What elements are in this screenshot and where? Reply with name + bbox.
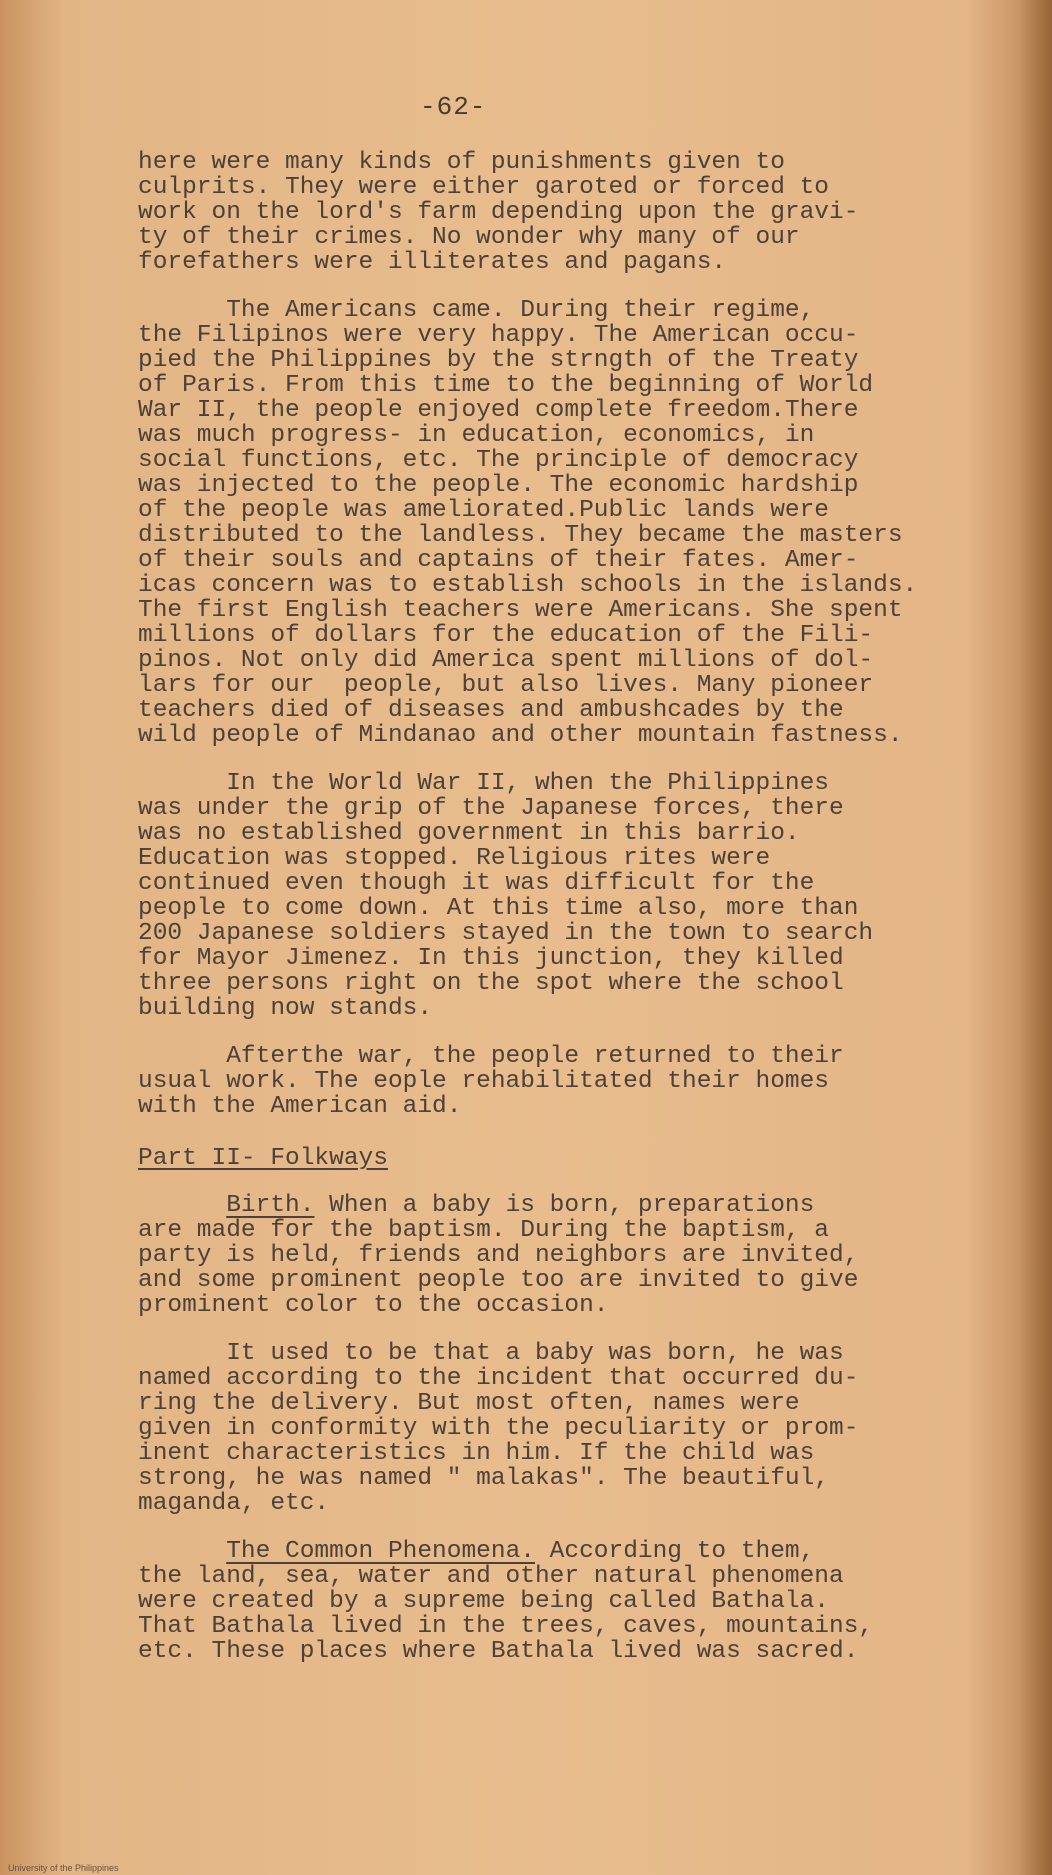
phenomena-title: The Common Phenomena.: [226, 1538, 535, 1565]
page-number: -62-: [420, 92, 487, 122]
birth-text: When a baby is born, preparations are made for the baptism. During the baptism, a party is held, friends and neighbors are invited, and some prominent people too are invited to give prominent color to the occasion.: [138, 1192, 859, 1319]
paragraph-world-war-ii: In the World War II, when the Philippines was under the grip of the Japanese forces, there was no established government in this barrio. Education was stopped. Religious rites were continued even though it was difficult for the people to come down. At this time also, more than 200 Japanese soldiers stayed in the town to search for Mayor Jimenez. In this junction, they killed three persons right on the spot where the school building now stands.: [138, 770, 874, 1022]
birth-title: Birth.: [226, 1192, 315, 1219]
footer-watermark: University of the Philippines: [8, 1863, 119, 1873]
page-body: [138, 150, 1018, 1687]
paragraph-americans: The Americans came. During their regime, the Filipinos were very happy. The American occu- pied the Philippines by the strngth of the Treaty of Paris. From this time to the beginning of World War II, the people enjoyed complete freedom.There was much progress- in education, economics, in social functions, etc. The principle of democracy was injected to the people. The economic hardship of the people was ameliorated.Public lands were distributed to the landless. They became the masters of their souls and captains of their fates. Amer- icas concern was to establish schools in the islands. The first English teachers were Americans. She spent millions of dollars for the education of the Fili- pinos. Not only did America spent millions of dol- lars for our people, but also lives. Many pioneer teachers died of diseases and ambushcades by the wild people of Mindanao and other mountain fastness.: [138, 297, 918, 749]
paragraph-birth: [138, 1193, 1018, 1318]
paragraph-naming: It used to be that a baby was born, he was named according to the incident that occurred du- ring the delivery. But most often, names were given in conformity with the peculiarity or prom- inent characteristics in him. If the child was strong, he was named " malakas". The beautiful, maganda, etc.: [138, 1340, 859, 1517]
part-heading: Part II- Folkways: [138, 1145, 388, 1172]
paragraph-after-war: Afterthe war, the people returned to their usual work. The eople rehabilitated their homes with the American aid.: [138, 1043, 844, 1120]
paragraph-punishments: here were many kinds of punishments given to culprits. They were either garoted or forced to work on the lord's farm depending upon the gravi- ty of their crimes. No wonder why many of our forefathers were illiterates and pagans.: [138, 149, 859, 276]
paragraph-phenomena: [138, 1539, 1018, 1664]
phenomena-text: According to them, the land, sea, water and other natural phenomena were created by a supreme being called Bathala. That Bathala lived in the trees, caves, mountains, etc. These places where Bathala lived was sacred.: [138, 1538, 874, 1665]
